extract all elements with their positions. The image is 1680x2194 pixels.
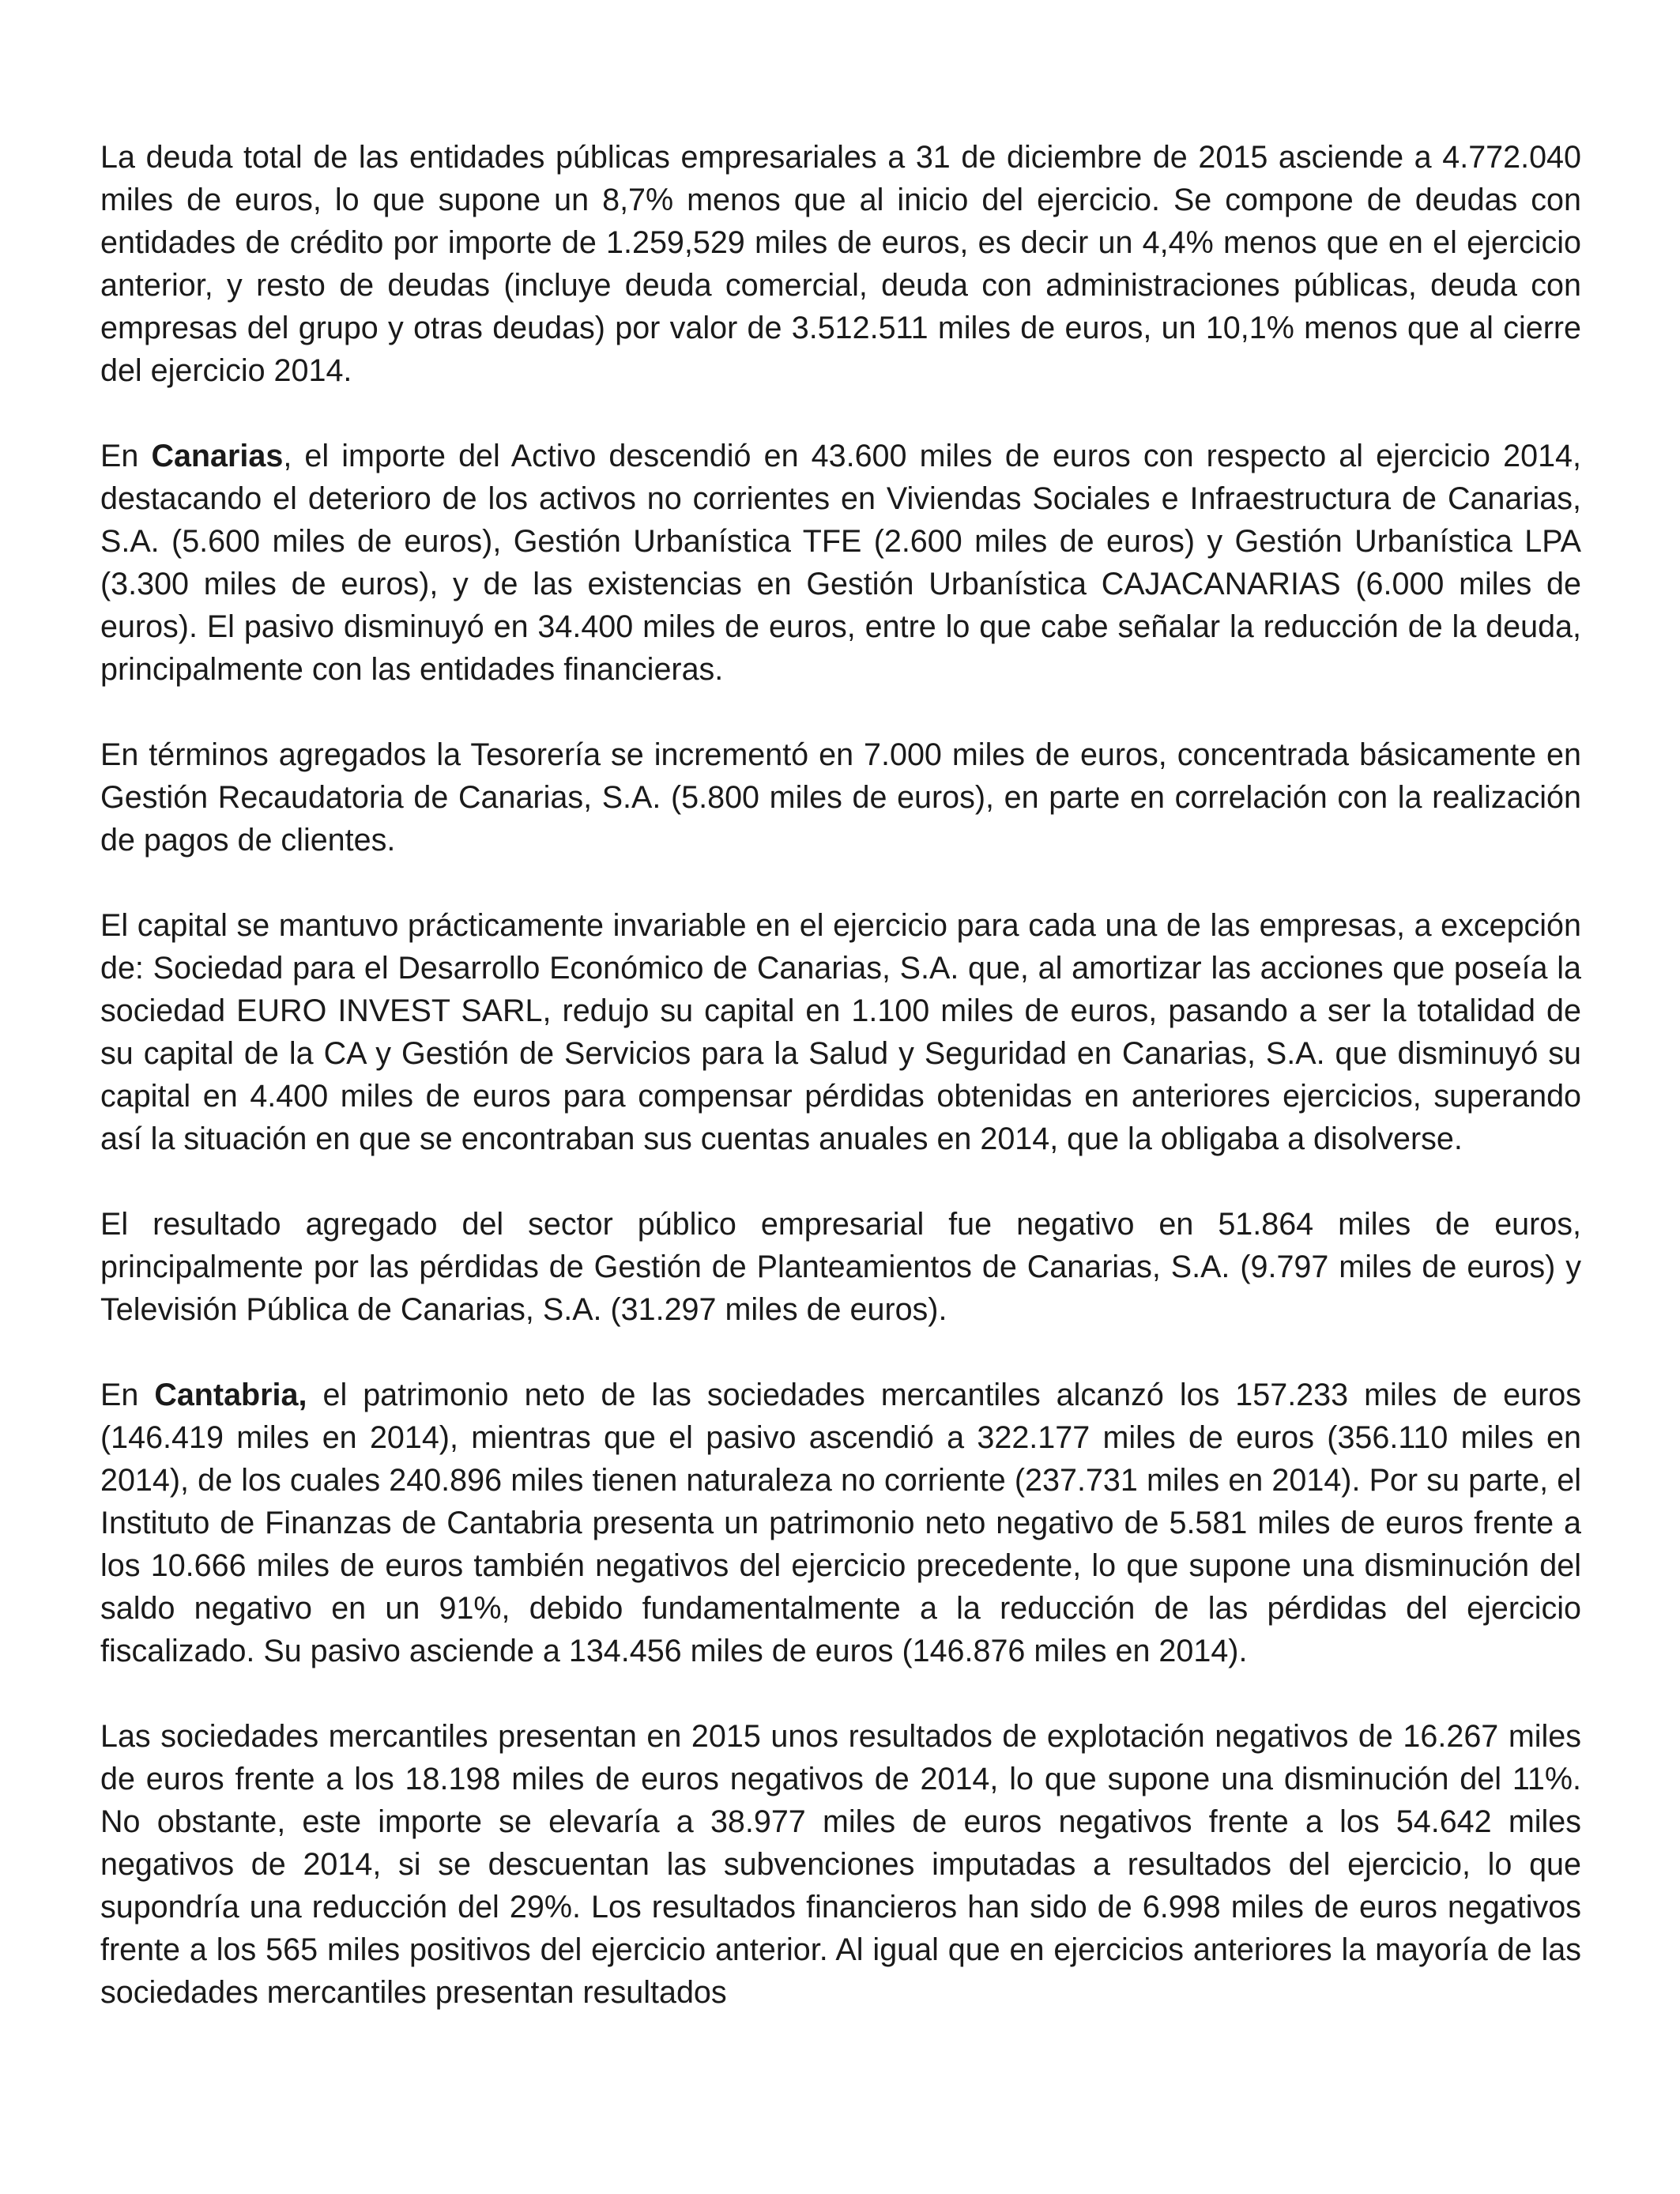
- region-name-cantabria: Cantabria,: [154, 1378, 307, 1412]
- paragraph-canarias-activo: [100, 435, 1581, 691]
- paragraph-cantabria-patrimonio: [100, 1374, 1581, 1672]
- paragraph-deuda-entidades: La deuda total de las entidades públicas empresariales a 31 de diciembre de 2015 asciende a 4.772.040 miles de euros, lo que supone un 8,7% menos que al inicio del ejercicio. Se compone de deudas con entidades de crédito por importe de 1.259,529 miles de euros, es decir un 4,4% menos que en el ejercicio anterior, y resto de deudas (incluye deuda comercial, deuda con administraciones públicas, deuda con empresas del grupo y otras deudas) por valor de 3.512.511 miles de euros, un 10,1% menos que al cierre del ejercicio 2014.: [100, 140, 1581, 388]
- paragraph-resultado-agregado: El resultado agregado del sector público empresarial fue negativo en 51.864 miles de euros, principalmente por las pérdidas de Gestión de Planteamientos de Canarias, S.A. (9.797 miles de euros) y Televisión Pública de Canarias, S.A. (31.297 miles de euros).: [100, 1207, 1581, 1327]
- document-page: [100, 136, 1581, 2014]
- paragraph-body-text: el patrimonio neto de las sociedades mercantiles alcanzó los 157.233 miles de euros (146.419 miles en 2014), mientras que el pasivo ascendió a 322.177 miles de euros (356.110 miles en 2014), de los cuales 240.896 miles tienen naturaleza no corriente (237.731 miles en 2014). Por su parte, el Instituto de Finanzas de Cantabria presenta un patrimonio neto negativo de 5.581 miles de euros frente a los 10.666 miles de euros también negativos del ejercicio precedente, lo que supone una disminución del saldo negativo en un 91%, debido fundamentalmente a la reducción de las pérdidas del ejercicio fiscalizado. Su pasivo asciende a 134.456 miles de euros (146.876 miles en 2014).: [100, 1378, 1581, 1668]
- paragraph-tesoreria: En términos agregados la Tesorería se incrementó en 7.000 miles de euros, concentrada básicamente en Gestión Recaudatoria de Canarias, S.A. (5.800 miles de euros), en parte en correlación con la realización de pagos de clientes.: [100, 737, 1581, 858]
- paragraph-resultados-explotacion: Las sociedades mercantiles presentan en 2015 unos resultados de explotación negativos de 16.267 miles de euros frente a los 18.198 miles de euros negativos de 2014, lo que supone una disminución del 11%. No obstante, este importe se elevaría a 38.977 miles de euros negativos frente a los 54.642 miles negativos de 2014, si se descuentan las subvenciones imputadas a resultados del ejercicio, lo que supondría una reducción del 29%. Los resultados financieros han sido de 6.998 miles de euros negativos frente a los 565 miles positivos del ejercicio anterior. Al igual que en ejercicios anteriores la mayoría de las sociedades mercantiles presentan resultados: [100, 1719, 1581, 2010]
- region-name-canarias: Canarias: [151, 439, 284, 473]
- paragraph-body-text: , el importe del Activo descendió en 43.600 miles de euros con respecto al ejercicio 2014, destacando el deterioro de los activos no corrientes en Viviendas Sociales e Infraestructura de Canarias, S.A. (5.600 miles de euros), Gestión Urbanística TFE (2.600 miles de euros) y Gestión Urbanística LPA (3.300 miles de euros), y de las existencias en Gestión Urbanística CAJACANARIAS (6.000 miles de euros). El pasivo disminuyó en 34.400 miles de euros, entre lo que cabe señalar la reducción de la deuda, principalmente con las entidades financieras.: [100, 439, 1581, 687]
- paragraph-lead-text: En: [100, 1378, 155, 1412]
- paragraph-lead-text: En: [100, 439, 152, 473]
- paragraph-capital: El capital se mantuvo prácticamente invariable en el ejercicio para cada una de las empresas, a excepción de: Sociedad para el Desarrollo Económico de Canarias, S.A. que, al amortizar las acciones que poseía la sociedad EURO INVEST SARL, redujo su capital en 1.100 miles de euros, pasando a ser la totalidad de su capital de la CA y Gestión de Servicios para la Salud y Seguridad en Canarias, S.A. que disminuyó su capital en 4.400 miles de euros para compensar pérdidas obtenidas en anteriores ejercicios, superando así la situación en que se encontraban sus cuentas anuales en 2014, que la obligaba a disolverse.: [100, 908, 1581, 1156]
